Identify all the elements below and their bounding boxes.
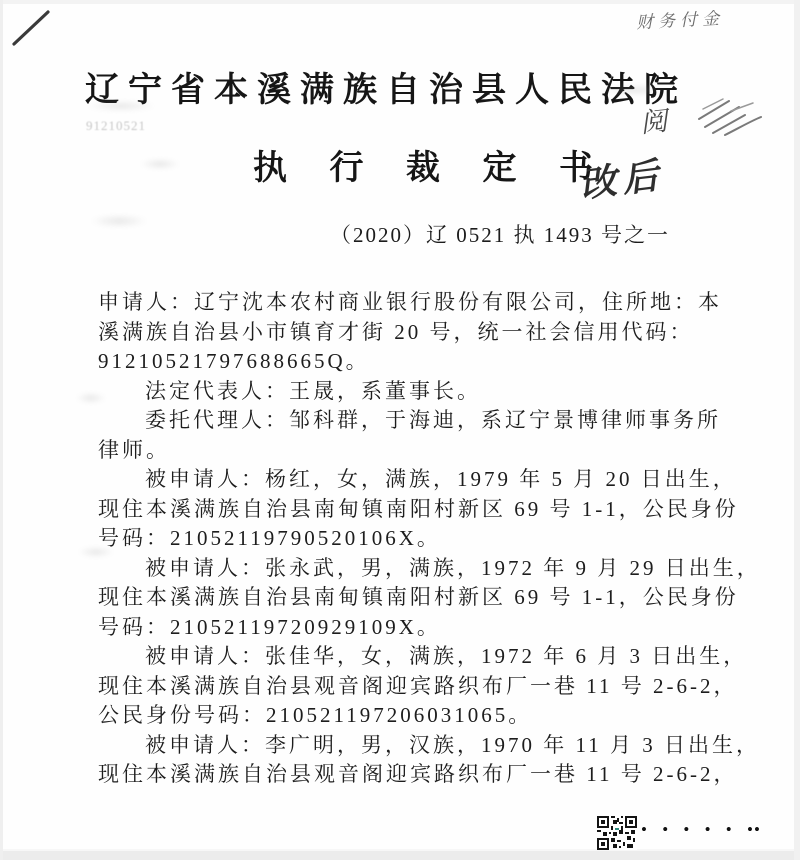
scan-edge-right — [794, 0, 800, 860]
pen-slash-mark — [8, 6, 56, 54]
body-line: 被申请人：张永武，男，满族，1972 年 9 月 29 日出生， — [145, 555, 761, 580]
body-line: 现住本溪满族自治县观音阁迎宾路织布厂一巷 11 号 2-6-2， — [98, 673, 738, 698]
footer-dots: • • • • • •• — [641, 820, 761, 839]
handwritten-top-note: 财务付金 — [635, 8, 725, 33]
scan-edge-left — [0, 0, 3, 860]
handwritten-review-mark: 阅 — [638, 105, 669, 139]
scan-edge-bottom — [0, 849, 800, 860]
body-line: 91210521797688665Q。 — [98, 349, 370, 373]
bleed-through-smudge — [140, 158, 180, 170]
bleed-through-code: 91210521 — [86, 118, 146, 133]
court-name: 辽宁省本溪满族自治县人民法院 — [85, 72, 687, 109]
document-body — [98, 288, 761, 790]
body-line: 申请人：辽宁沈本农村商业银行股份有限公司，住所地：本 — [98, 290, 722, 314]
body-line: 现住本溪满族自治县南甸镇南阳村新区 69 号 1-1，公民身份 — [98, 496, 739, 521]
body-line: 公民身份号码：210521197206031065。 — [98, 703, 533, 727]
body-line: 溪满族自治县小市镇育才街 20 号，统一社会信用代码： — [98, 319, 694, 344]
body-line: 被申请人：杨红，女，满族，1979 年 5 月 20 日出生， — [145, 467, 737, 491]
qr-code — [597, 816, 637, 850]
body-line: 现住本溪满族自治县南甸镇南阳村新区 69 号 1-1，公民身份 — [98, 585, 739, 609]
bleed-through-smudge — [90, 214, 148, 228]
handwritten-revision-note: 改后 — [578, 155, 667, 205]
case-number: （2020）辽 0521 执 1493 号之一 — [330, 223, 670, 247]
body-line: 号码：21052119790520106X。 — [98, 526, 441, 550]
body-line: 律师。 — [98, 437, 170, 462]
body-line: 被申请人：李广明，男，汉族，1970 年 11 月 3 日出生， — [145, 732, 760, 757]
body-line: 法定代表人：王晟，系董事长。 — [145, 378, 481, 403]
body-line: 被申请人：张佳华，女，满族，1972 年 6 月 3 日出生， — [145, 644, 748, 668]
scan-edge-top — [0, 0, 800, 4]
body-line: 委托代理人：邹科群，于海迪，系辽宁景博律师事务所 — [145, 408, 721, 432]
signature-scribble — [695, 95, 765, 140]
document-title: 执 行 裁 定 书 — [253, 150, 610, 187]
bleed-through-smudge — [600, 84, 670, 96]
bleed-through-smudge — [86, 100, 156, 112]
body-line: 现住本溪满族自治县观音阁迎宾路织布厂一巷 11 号 2-6-2， — [98, 762, 738, 786]
body-line: 号码：21052119720929109X。 — [98, 614, 441, 639]
